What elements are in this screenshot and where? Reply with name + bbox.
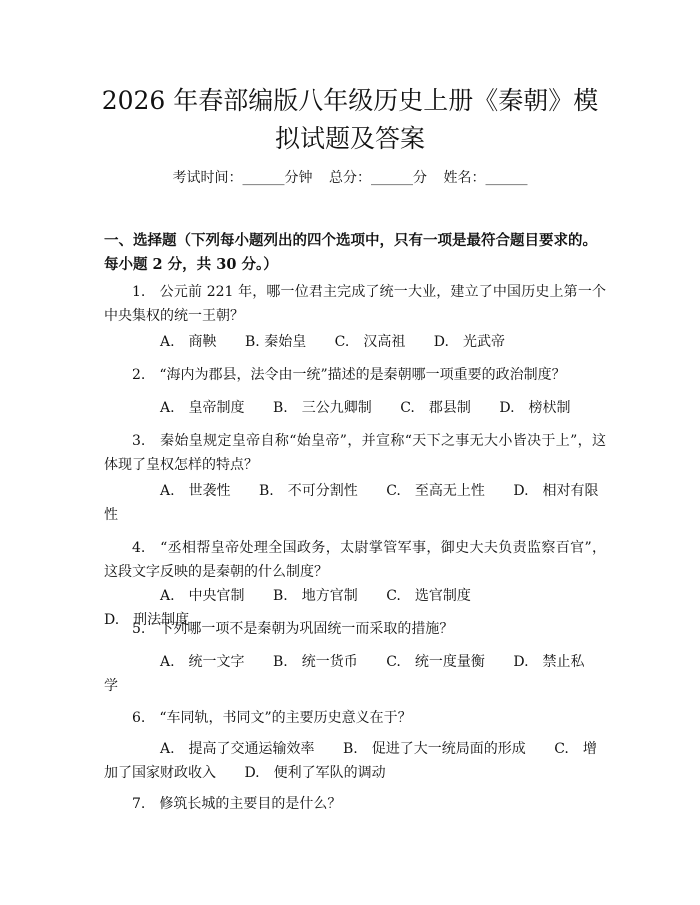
- question-6-options: [104, 737, 606, 785]
- title-line-2: 拟试题及答案: [274, 124, 425, 153]
- option-d: D. 榜枤制: [499, 400, 571, 416]
- option-a: A. 中央官制: [160, 588, 245, 604]
- option-b: B. 不可分割性: [259, 483, 358, 499]
- option-b: B. 促进了大一统局面的形成: [343, 741, 526, 757]
- question-4: 4. “丞相帮皇帝处理全国政务，太尉掌管军事，御史大夫负责监察百官”，这段文字反映的是秦朝的什么制度？: [104, 540, 606, 580]
- exam-time: 考试时间：______分钟: [172, 170, 313, 186]
- section-heading: 一、选择题（下列每小题列出的四个选项中，只有一项是最符合题目要求的。每小题 2 分，共 30 分。）: [104, 232, 597, 273]
- exam-name: 姓名：______: [443, 170, 528, 186]
- question-2: 2. “海内为郡县，法令由一统”描述的是秦朝哪一项重要的政治制度？: [132, 367, 566, 383]
- option-c: C. 增加了国家财政收入: [104, 741, 597, 781]
- question-7: 7. 修筑长城的主要目的是什么？: [132, 796, 342, 812]
- option-a: A. 统一文字: [160, 654, 245, 670]
- exam-score: 总分：______分: [329, 170, 427, 186]
- question-3: 3. 秦始皇规定皇帝自称“始皇帝”，并宣称“天下之事无大小皆决于上”，这体现了皇权怎样的特点？: [104, 433, 606, 473]
- question-1: 1. 公元前 221 年，哪一位君主完成了统一大业，建立了中国历史上第一个中央集权的统一王朝？: [104, 284, 606, 324]
- option-a: A. 提高了交通运输效率: [160, 741, 315, 757]
- option-b: B. 统一货币: [273, 654, 358, 670]
- question-6: 6. “车同轨，书同文”的主要历史意义在于？: [132, 710, 412, 726]
- option-d: D. 禁止私学: [104, 654, 585, 694]
- question-2-options: [104, 396, 604, 420]
- option-c: C. 选官制度: [386, 588, 471, 604]
- option-a: A. 商鞅: [160, 334, 217, 350]
- option-a: A. 皇帝制度: [160, 400, 245, 416]
- question-5-options: [104, 650, 606, 698]
- exam-info: [0, 168, 700, 188]
- option-c: C. 郡县制: [400, 400, 471, 416]
- option-d: D. 便利了军队的调动: [244, 765, 386, 781]
- option-d: D. 刑法制度: [104, 612, 190, 628]
- option-c: C. 汉高祖: [334, 334, 406, 350]
- option-c: C. 统一度量衡: [386, 654, 485, 670]
- option-d: D. 相对有限性: [104, 483, 599, 523]
- title-line-1: 2026 年春部编版八年级历史上册《秦朝》模: [101, 86, 599, 115]
- option-b: B. 三公九卿制: [273, 400, 372, 416]
- option-d: D. 光武帝: [433, 334, 505, 350]
- question-3-options: [104, 479, 606, 527]
- option-c: C. 至高无上性: [386, 483, 485, 499]
- option-b: B. 地方官制: [273, 588, 358, 604]
- option-a: A. 世袭性: [160, 483, 231, 499]
- document-title: [90, 82, 610, 158]
- question-1-options: [104, 330, 604, 354]
- question-5: 5. 下列哪一项不是秦朝为巩固统一而采取的措施？: [132, 621, 454, 637]
- option-b: B. 秦始皇: [245, 334, 307, 350]
